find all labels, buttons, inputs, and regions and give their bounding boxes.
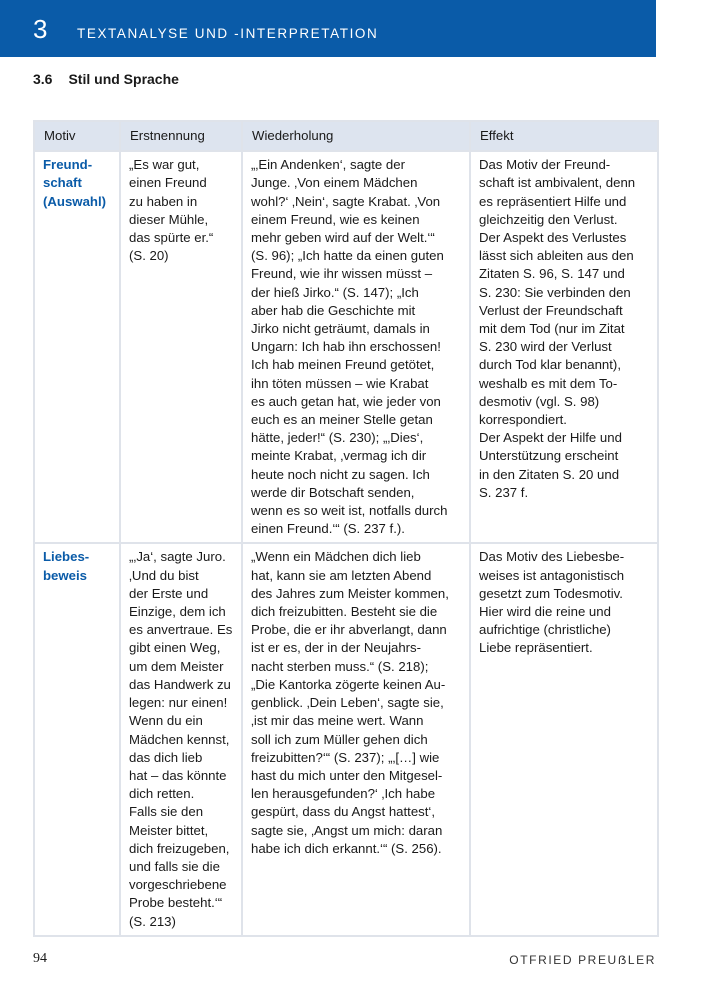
cell-text-line: aber hab die Geschichte mit: [251, 302, 416, 318]
cell-text-line: dich retten.: [129, 786, 195, 802]
cell-text-line: „‚Ja‘, sagte Juro.: [129, 549, 226, 565]
section-heading: [33, 70, 179, 88]
cell-text-line: beweis: [43, 567, 87, 583]
cell-text-line: Das Motiv des Liebesbe-: [479, 549, 625, 565]
cell-text-line: mit dem Tod (nur im Zitat: [479, 321, 625, 337]
chapter-header-bar: [0, 0, 656, 57]
cell-text-line: Falls sie den: [129, 804, 204, 820]
cell-text-line: (S. 213): [129, 913, 176, 929]
cell-text-line: hätte, jeder!“ (S. 230); „‚Dies‘,: [251, 430, 424, 446]
footer-author: OTFRIED PREUẞLER: [509, 953, 656, 967]
erstnennung-cell: [120, 543, 242, 935]
cell-text-line: Verlust der Freundschaft: [479, 302, 623, 318]
cell-text-line: ihn töten müssen – wie Krabat: [251, 375, 429, 391]
cell-text-line: Ich hab meinen Freund getötet,: [251, 357, 435, 373]
cell-text-line: der Erste und: [129, 585, 209, 601]
cell-text-line: (S. 20): [129, 248, 169, 264]
cell-text-line: (Auswahl): [43, 193, 107, 209]
motif-table: [33, 120, 657, 937]
cell-text-line: es auch getan hat, wie jeder von: [251, 393, 441, 409]
cell-text-line: Mädchen kennst,: [129, 731, 230, 747]
cell-text-line: Unterstützung erscheint: [479, 448, 619, 464]
cell-text-line: legen: nur einen!: [129, 695, 228, 711]
cell-text-line: das dich lieb: [129, 749, 203, 765]
effekt-cell: [470, 543, 658, 935]
cell-text-line: (S. 96); „Ich hatte da einen guten: [251, 248, 444, 264]
page-number: 94: [33, 951, 47, 966]
cell-text-line: S. 230 wird der Verlust: [479, 339, 612, 355]
cell-text-line: einen Freund: [129, 175, 207, 191]
cell-text-line: Probe, die er ihr abverlangt, dann: [251, 622, 447, 638]
cell-text-line: einen Freund.‘“ (S. 237 f.).: [251, 521, 405, 537]
cell-text-line: wohl?‘ ‚Nein‘, sagte Krabat. ‚Von: [251, 193, 441, 209]
cell-text-line: hat – das könnte: [129, 767, 227, 783]
cell-text-line: es anvertraue. Es: [129, 622, 233, 638]
table-row: [34, 151, 658, 543]
table-header-row: [34, 121, 658, 151]
cell-text-line: korrespondiert.: [479, 412, 567, 428]
cell-text-line: Probe besteht.‘“: [129, 895, 223, 911]
cell-text-line: weshalb es mit dem To-: [479, 375, 618, 391]
cell-text-line: durch Tod klar benannt),: [479, 357, 621, 373]
cell-text-line: hat, kann sie am letzten Abend: [251, 567, 432, 583]
cell-text-line: Der Aspekt des Verlustes: [479, 230, 627, 246]
cell-text-line: um dem Meister: [129, 658, 224, 674]
cell-text-line: und falls sie die: [129, 858, 220, 874]
cell-text-line: desmotiv (vgl. S. 98): [479, 393, 600, 409]
motiv-cell: [34, 151, 120, 543]
cell-text-line: es repräsentiert Hilfe und: [479, 193, 627, 209]
column-header-effekt: Effekt: [470, 121, 658, 151]
effekt-cell: [470, 151, 658, 543]
cell-text-line: Hier wird die reine und: [479, 604, 611, 620]
cell-text-line: werde dir Botschaft senden,: [251, 484, 415, 500]
cell-text-line: len herausgefunden?‘ ‚Ich habe: [251, 786, 436, 802]
cell-text-line: weises ist antagonistisch: [479, 567, 625, 583]
chapter-number: 3: [33, 14, 48, 44]
cell-text-line: schaft ist ambivalent, denn: [479, 175, 636, 191]
cell-text-line: Einzige, dem ich: [129, 604, 226, 620]
cell-text-line: euch es an meiner Stelle getan: [251, 412, 433, 428]
column-header-motiv: Motiv: [34, 121, 120, 151]
cell-text-line: Junge. ‚Von einem Mädchen: [251, 175, 418, 191]
cell-text-line: hast du mich unter den Mitgesel-: [251, 767, 443, 783]
cell-text-line: soll ich zum Müller gehen dich: [251, 731, 428, 747]
cell-text-line: des Jahres zum Meister kommen,: [251, 585, 449, 601]
cell-text-line: Freund, wie ihr wissen müsst –: [251, 266, 433, 282]
cell-text-line: „Es war gut,: [129, 157, 200, 173]
cell-text-line: das spürte er.“: [129, 230, 214, 246]
cell-text-line: „Die Kantorka zögerte keinen Au-: [251, 676, 446, 692]
cell-text-line: mehr geben wird auf der Welt.‘“: [251, 230, 435, 246]
cell-text-line: Liebes-: [43, 549, 90, 565]
cell-text-line: in den Zitaten S. 20 und: [479, 466, 620, 482]
cell-text-line: wenn es so weit ist, notfalls durch: [251, 503, 448, 519]
cell-text-line: Meister bittet,: [129, 822, 209, 838]
cell-text-line: gleichzeitig den Verlust.: [479, 211, 618, 227]
column-header-erstnennung: Erstnennung: [120, 121, 242, 151]
cell-text-line: nacht sterben muss.“ (S. 218);: [251, 658, 429, 674]
wiederholung-cell: [242, 151, 470, 543]
section-title: Stil und Sprache: [68, 71, 179, 87]
cell-text-line: Liebe repräsentiert.: [479, 640, 593, 656]
cell-text-line: dich freizugeben,: [129, 840, 230, 856]
cell-text-line: genblick. ‚Dein Leben‘, sagte sie,: [251, 695, 444, 711]
cell-text-line: Jirko nicht geträumt, damals in: [251, 321, 430, 337]
cell-text-line: sagte sie, ‚Angst um mich: daran: [251, 822, 443, 838]
table-row: [34, 543, 658, 935]
column-header-wiederholung: Wiederholung: [242, 121, 470, 151]
cell-text-line: S. 237 f.: [479, 484, 529, 500]
cell-text-line: gesetzt zum Todesmotiv.: [479, 585, 623, 601]
cell-text-line: ‚ist mir das meine wert. Wann: [251, 713, 424, 729]
cell-text-line: einem Freund, wie es keinen: [251, 211, 420, 227]
cell-text-line: der hieß Jirko.“ (S. 147); „Ich: [251, 284, 419, 300]
erstnennung-cell: [120, 151, 242, 543]
motiv-cell: [34, 543, 120, 935]
cell-text-line: Freund-: [43, 157, 93, 173]
cell-text-line: ist er es, der in der Neujahrs-: [251, 640, 422, 656]
cell-text-line: Das Motiv der Freund-: [479, 157, 611, 173]
cell-text-line: Zitaten S. 96, S. 147 und: [479, 266, 625, 282]
wiederholung-cell: [242, 543, 470, 935]
cell-text-line: dieser Mühle,: [129, 211, 209, 227]
cell-text-line: zu haben in: [129, 193, 198, 209]
cell-text-line: habe ich dich erkannt.‘“ (S. 256).: [251, 840, 442, 856]
cell-text-line: „Wenn ein Mädchen dich lieb: [251, 549, 421, 565]
cell-text-line: gibt einen Weg,: [129, 640, 221, 656]
cell-text-line: ‚Und du bist: [129, 567, 199, 583]
cell-text-line: gespürt, dass du Angst hattest‘,: [251, 804, 436, 820]
cell-text-line: Ungarn: Ich hab ihn erschossen!: [251, 339, 441, 355]
cell-text-line: das Handwerk zu: [129, 676, 231, 692]
cell-text-line: schaft: [43, 175, 82, 191]
cell-text-line: dich freizubitten. Besteht sie die: [251, 604, 438, 620]
cell-text-line: heute noch nicht zu sagen. Ich: [251, 466, 430, 482]
chapter-title: TEXTANALYSE UND -INTERPRETATION: [77, 26, 379, 41]
cell-text-line: aufrichtige (christliche): [479, 622, 611, 638]
cell-text-line: meinte Krabat, ‚vermag ich dir: [251, 448, 427, 464]
cell-text-line: S. 230: Sie verbinden den: [479, 284, 631, 300]
cell-text-line: vorgeschriebene: [129, 877, 227, 893]
cell-text-line: freizubitten?‘“ (S. 237); „‚[…] wie: [251, 749, 440, 765]
section-number: 3.6: [33, 71, 53, 87]
cell-text-line: Der Aspekt der Hilfe und: [479, 430, 622, 446]
cell-text-line: lässt sich ableiten aus den: [479, 248, 634, 264]
cell-text-line: „‚Ein Andenken‘, sagte der: [251, 157, 405, 173]
cell-text-line: Wenn du ein: [129, 713, 203, 729]
